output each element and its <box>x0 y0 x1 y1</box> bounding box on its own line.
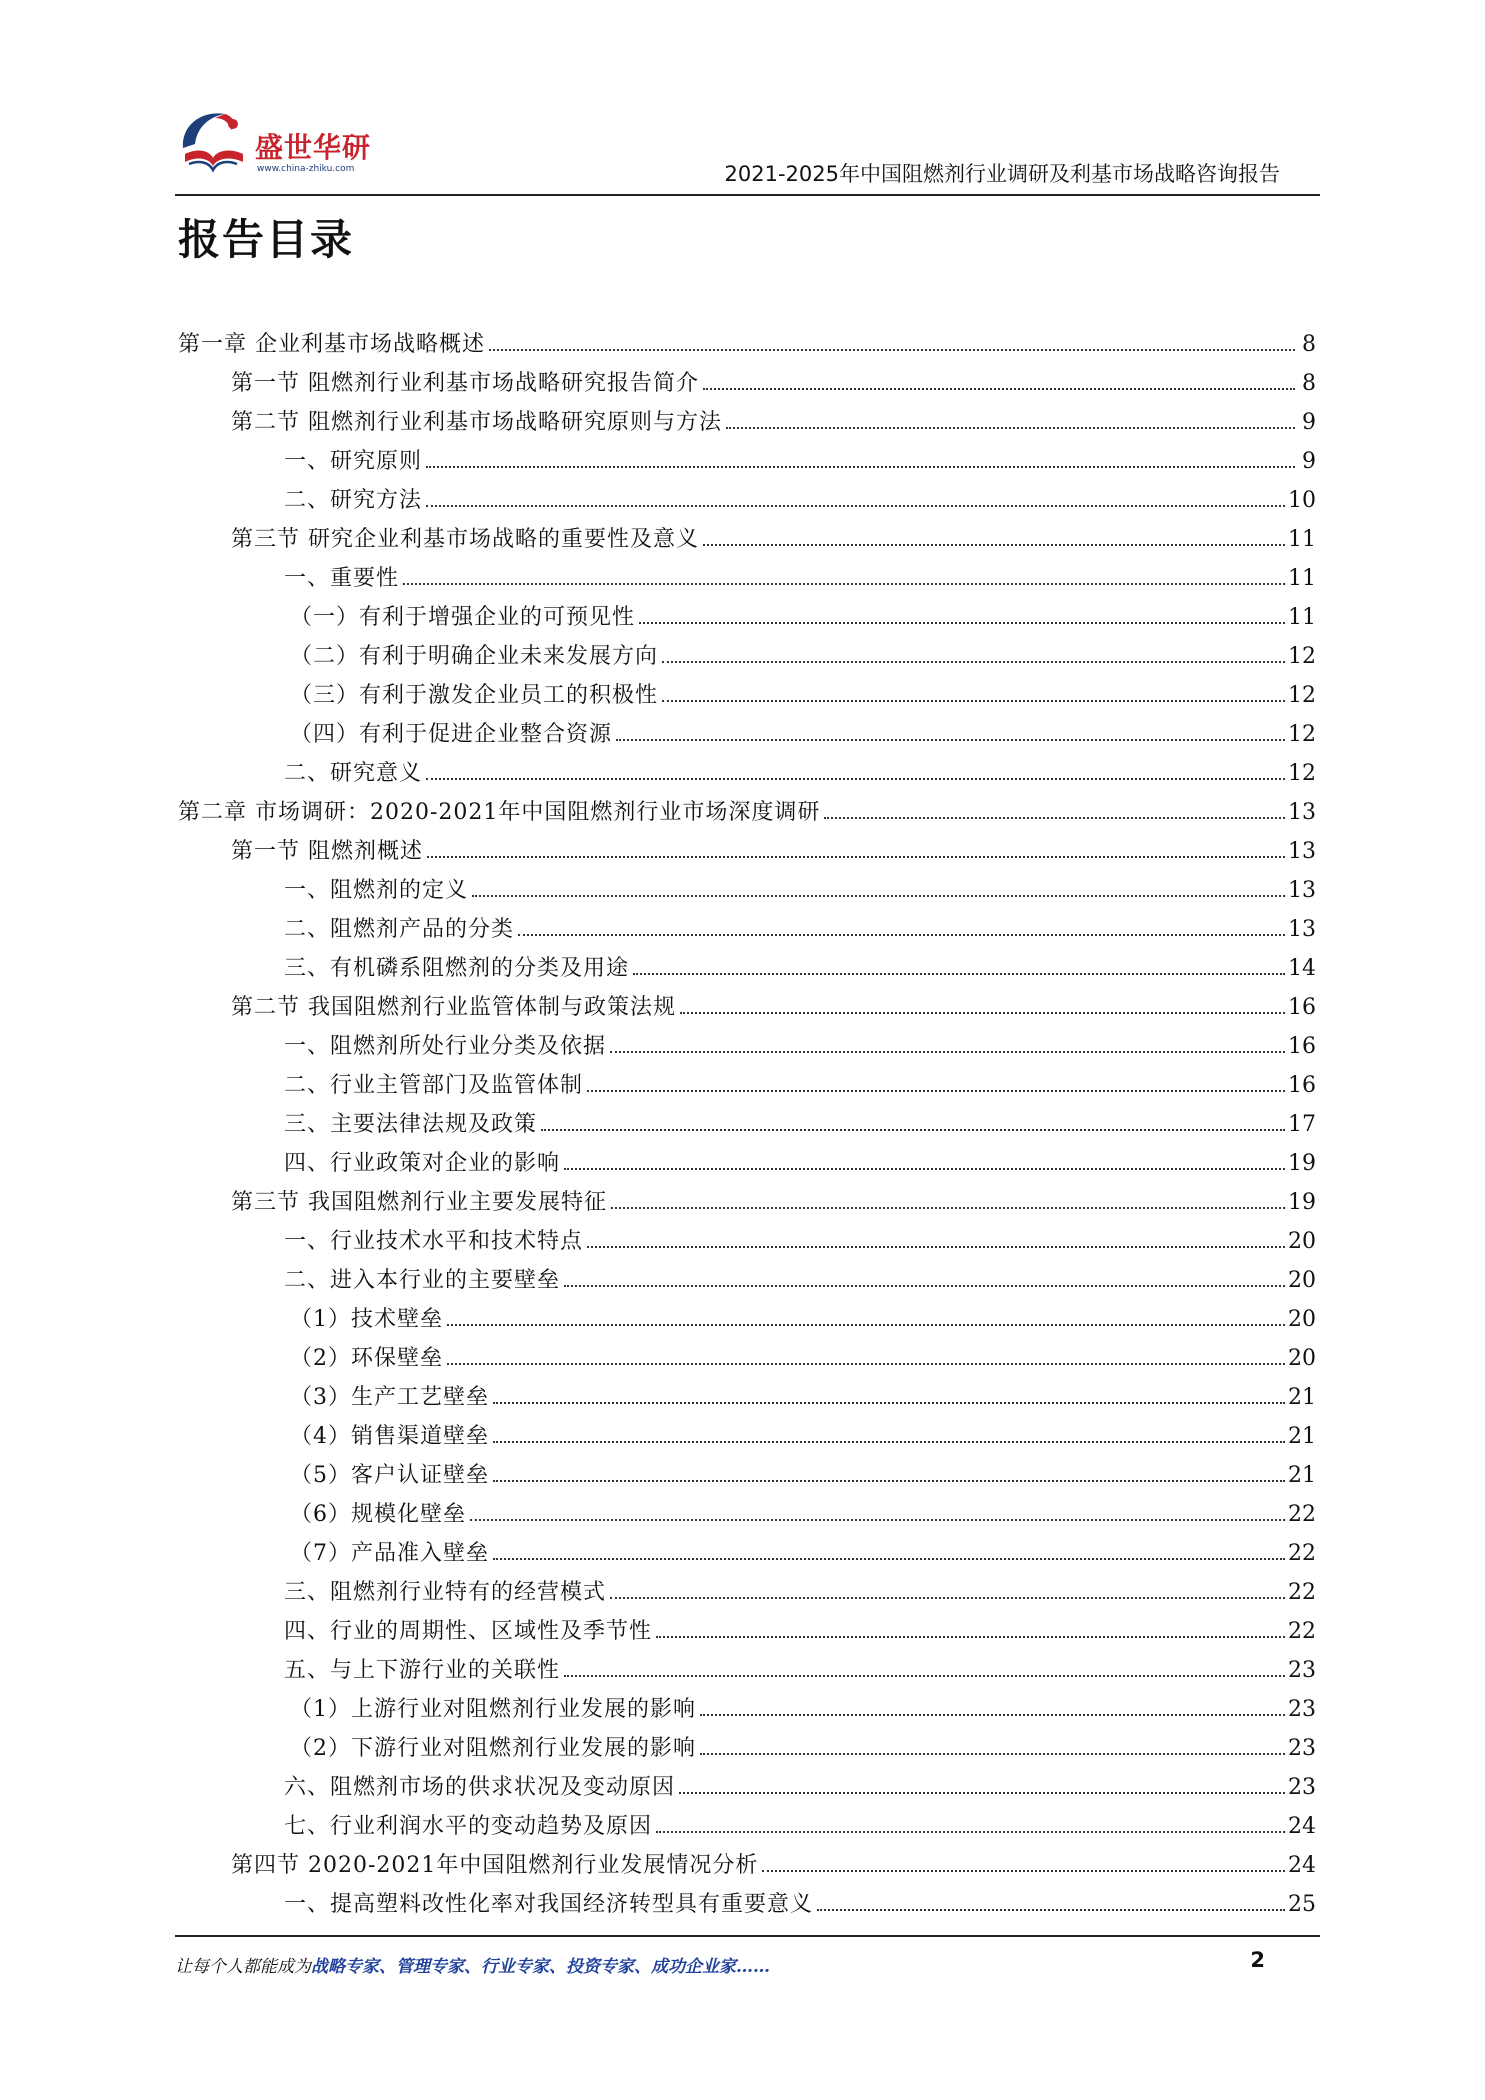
toc-entry-title: 第二节 我国阻燃剂行业监管体制与政策法规 <box>231 995 676 1020</box>
toc-entry-page: 12 <box>1288 722 1316 747</box>
toc-entry-page: 25 <box>1288 1892 1316 1917</box>
toc-entry-page: 22 <box>1288 1502 1316 1527</box>
toc-entry[interactable] <box>178 832 1316 871</box>
toc-entry[interactable] <box>178 676 1316 715</box>
table-of-contents <box>178 325 1316 1924</box>
toc-entry-page: 13 <box>1288 878 1316 903</box>
toc-dot-leader <box>656 1636 1285 1638</box>
toc-dot-leader <box>518 934 1285 936</box>
toc-entry-page: 12 <box>1288 644 1316 669</box>
toc-entry-title: 第二节 阻燃剂行业利基市场战略研究原则与方法 <box>231 410 722 435</box>
toc-entry-page: 17 <box>1288 1112 1316 1137</box>
toc-entry-title: 一、阻燃剂所处行业分类及依据 <box>284 1034 607 1059</box>
toc-entry-title: （4）销售渠道壁垒 <box>290 1424 489 1449</box>
footer-slogan-prefix: 让每个人都能成为 <box>175 1957 311 1977</box>
toc-entry[interactable] <box>178 1534 1316 1573</box>
toc-dot-leader <box>447 1324 1285 1326</box>
toc-entry[interactable] <box>178 754 1316 793</box>
toc-entry-page: 21 <box>1288 1424 1316 1449</box>
toc-entry[interactable] <box>178 1027 1316 1066</box>
toc-dot-leader <box>564 1675 1285 1677</box>
toc-entry-title: （2）环保壁垒 <box>290 1346 443 1371</box>
toc-entry[interactable] <box>178 949 1316 988</box>
toc-entry[interactable] <box>178 598 1316 637</box>
toc-entry[interactable] <box>178 1846 1316 1885</box>
toc-dot-leader <box>679 1792 1285 1794</box>
toc-entry-page: 9 <box>1302 410 1316 435</box>
toc-entry-page: 22 <box>1288 1580 1316 1605</box>
toc-entry[interactable] <box>178 364 1316 403</box>
toc-entry[interactable] <box>178 1885 1316 1924</box>
toc-entry-title: （四）有利于促进企业整合资源 <box>290 722 613 747</box>
toc-entry-page: 16 <box>1288 1073 1316 1098</box>
page-title: 报告目录 <box>178 215 355 264</box>
toc-dot-leader <box>680 1012 1285 1014</box>
toc-dot-leader <box>611 1207 1285 1209</box>
toc-entry-title: 五、与上下游行业的关联性 <box>284 1658 561 1683</box>
toc-dot-leader <box>493 1480 1285 1482</box>
toc-entry[interactable] <box>178 1729 1316 1768</box>
toc-entry[interactable] <box>178 1144 1316 1183</box>
toc-dot-leader <box>662 661 1285 663</box>
toc-entry-page: 11 <box>1288 605 1316 630</box>
toc-entry-title: 第一节 阻燃剂行业利基市场战略研究报告简介 <box>231 371 699 396</box>
toc-dot-leader <box>700 1753 1285 1755</box>
toc-entry-title: （6）规模化壁垒 <box>290 1502 466 1527</box>
toc-entry-page: 20 <box>1288 1268 1316 1293</box>
toc-entry[interactable] <box>178 988 1316 1027</box>
toc-entry-title: 一、行业技术水平和技术特点 <box>284 1229 584 1254</box>
toc-dot-leader <box>817 1909 1285 1911</box>
toc-entry-title: 四、行业政策对企业的影响 <box>284 1151 561 1176</box>
toc-dot-leader <box>426 505 1285 507</box>
toc-entry-title: 六、阻燃剂市场的供求状况及变动原因 <box>284 1775 676 1800</box>
toc-entry-page: 24 <box>1288 1853 1316 1878</box>
toc-entry[interactable] <box>178 1612 1316 1651</box>
toc-entry[interactable] <box>178 1456 1316 1495</box>
toc-entry-page: 14 <box>1288 956 1316 981</box>
toc-entry-title: （3）生产工艺壁垒 <box>290 1385 489 1410</box>
toc-entry-page: 13 <box>1288 800 1316 825</box>
toc-entry[interactable] <box>178 559 1316 598</box>
toc-dot-leader <box>564 1168 1285 1170</box>
toc-entry-title: 二、研究意义 <box>284 761 423 786</box>
toc-entry-title: 第三节 研究企业利基市场战略的重要性及意义 <box>231 527 699 552</box>
toc-entry[interactable] <box>178 637 1316 676</box>
toc-entry-page: 8 <box>1302 371 1316 396</box>
toc-dot-leader <box>426 466 1295 468</box>
toc-dot-leader <box>493 1558 1285 1560</box>
footer-slogan-highlight: 战略专家、管理专家、行业专家、投资专家、成功企业家…… <box>311 1957 770 1977</box>
toc-dot-leader <box>633 973 1285 975</box>
page-number: 2 <box>1250 1948 1265 1972</box>
toc-entry-title: （1）上游行业对阻燃剂行业发展的影响 <box>290 1697 696 1722</box>
toc-dot-leader <box>541 1129 1285 1131</box>
toc-entry[interactable] <box>178 403 1316 442</box>
toc-dot-leader <box>493 1402 1285 1404</box>
toc-entry[interactable] <box>178 1768 1316 1807</box>
toc-entry-title: 三、阻燃剂行业特有的经营模式 <box>284 1580 607 1605</box>
toc-entry-page: 20 <box>1288 1229 1316 1254</box>
toc-entry[interactable] <box>178 325 1316 364</box>
toc-entry-page: 11 <box>1288 527 1316 552</box>
toc-entry[interactable] <box>178 793 1316 832</box>
book-swoosh-logo-icon <box>175 104 251 180</box>
toc-entry-title: 二、进入本行业的主要壁垒 <box>284 1268 561 1293</box>
toc-entry-page: 21 <box>1288 1385 1316 1410</box>
toc-entry-page: 23 <box>1288 1736 1316 1761</box>
toc-entry[interactable] <box>178 1495 1316 1534</box>
toc-dot-leader <box>610 1597 1285 1599</box>
toc-entry[interactable] <box>178 1573 1316 1612</box>
toc-dot-leader <box>824 817 1285 819</box>
toc-dot-leader <box>427 856 1285 858</box>
toc-entry[interactable] <box>178 1651 1316 1690</box>
toc-entry-page: 19 <box>1288 1190 1316 1215</box>
toc-entry[interactable] <box>178 1183 1316 1222</box>
toc-entry-page: 11 <box>1288 566 1316 591</box>
toc-dot-leader <box>726 427 1295 429</box>
toc-entry-page: 23 <box>1288 1658 1316 1683</box>
page-header <box>175 100 1320 195</box>
toc-entry-title: （7）产品准入壁垒 <box>290 1541 489 1566</box>
toc-entry-title: 第一节 阻燃剂概述 <box>231 839 423 864</box>
toc-entry-title: 第三节 我国阻燃剂行业主要发展特征 <box>231 1190 607 1215</box>
toc-entry-title: 四、行业的周期性、区域性及季节性 <box>284 1619 653 1644</box>
toc-entry[interactable] <box>178 1222 1316 1261</box>
toc-entry-page: 23 <box>1288 1697 1316 1722</box>
toc-entry-title: 第四节 2020-2021年中国阻燃剂行业发展情况分析 <box>231 1853 759 1878</box>
toc-dot-leader <box>616 739 1285 741</box>
toc-dot-leader <box>587 1246 1285 1248</box>
toc-dot-leader <box>656 1831 1285 1833</box>
toc-entry-title: （2）下游行业对阻燃剂行业发展的影响 <box>290 1736 696 1761</box>
toc-entry-title: 一、提高塑料改性化率对我国经济转型具有重要意义 <box>284 1892 814 1917</box>
toc-entry-title: 一、研究原则 <box>284 449 423 474</box>
toc-entry[interactable] <box>178 442 1316 481</box>
toc-entry-page: 13 <box>1288 917 1316 942</box>
toc-entry[interactable] <box>178 1417 1316 1456</box>
toc-entry-title: 三、有机磷系阻燃剂的分类及用途 <box>284 956 630 981</box>
toc-entry[interactable] <box>178 1807 1316 1846</box>
toc-entry-title: （5）客户认证壁垒 <box>290 1463 489 1488</box>
toc-entry-page: 20 <box>1288 1307 1316 1332</box>
toc-entry-page: 22 <box>1288 1619 1316 1644</box>
toc-entry[interactable] <box>178 1378 1316 1417</box>
logo-url: www.china-zhiku.com <box>257 164 355 174</box>
toc-dot-leader <box>426 778 1285 780</box>
footer-slogan <box>175 1952 770 1977</box>
toc-entry-page: 16 <box>1288 1034 1316 1059</box>
toc-entry-title: （二）有利于明确企业未来发展方向 <box>290 644 659 669</box>
toc-dot-leader <box>703 544 1285 546</box>
toc-entry-title: （一）有利于增强企业的可预见性 <box>290 605 636 630</box>
toc-dot-leader <box>564 1285 1285 1287</box>
toc-entry-page: 10 <box>1288 488 1316 513</box>
toc-entry-page: 20 <box>1288 1346 1316 1371</box>
toc-dot-leader <box>639 622 1285 624</box>
toc-entry-page: 12 <box>1288 683 1316 708</box>
toc-entry-page: 24 <box>1288 1814 1316 1839</box>
toc-entry-page: 23 <box>1288 1775 1316 1800</box>
toc-entry[interactable] <box>178 715 1316 754</box>
report-title: 2021-2025年中国阻燃剂行业调研及利基市场战略咨询报告 <box>724 162 1280 186</box>
toc-entry[interactable] <box>178 1300 1316 1339</box>
toc-entry[interactable] <box>178 1105 1316 1144</box>
toc-dot-leader <box>703 388 1295 390</box>
toc-entry-title: 一、阻燃剂的定义 <box>284 878 469 903</box>
toc-dot-leader <box>489 349 1295 351</box>
toc-entry-title: 二、行业主管部门及监管体制 <box>284 1073 584 1098</box>
toc-entry-title: 三、主要法律法规及政策 <box>284 1112 538 1137</box>
toc-entry[interactable] <box>178 1690 1316 1729</box>
toc-dot-leader <box>403 583 1285 585</box>
toc-entry-title: 七、行业利润水平的变动趋势及原因 <box>284 1814 653 1839</box>
toc-dot-leader <box>610 1051 1285 1053</box>
toc-dot-leader <box>700 1714 1285 1716</box>
toc-entry[interactable] <box>178 481 1316 520</box>
toc-entry-title: 一、重要性 <box>284 566 400 591</box>
toc-entry[interactable] <box>178 871 1316 910</box>
toc-entry[interactable] <box>178 910 1316 949</box>
toc-dot-leader <box>447 1363 1285 1365</box>
toc-entry-page: 22 <box>1288 1541 1316 1566</box>
footer-divider <box>175 1935 1320 1937</box>
logo-name: 盛世华研 <box>255 131 372 164</box>
toc-dot-leader <box>472 895 1285 897</box>
toc-entry[interactable] <box>178 1339 1316 1378</box>
toc-entry-title: 二、阻燃剂产品的分类 <box>284 917 515 942</box>
toc-entry-page: 16 <box>1288 995 1316 1020</box>
toc-entry-title: 二、研究方法 <box>284 488 423 513</box>
header-divider <box>175 194 1320 196</box>
toc-dot-leader <box>587 1090 1285 1092</box>
toc-dot-leader <box>493 1441 1285 1443</box>
company-logo <box>175 100 395 190</box>
toc-entry[interactable] <box>178 1066 1316 1105</box>
toc-entry-title: 第一章 企业利基市场战略概述 <box>178 332 485 357</box>
toc-entry-page: 19 <box>1288 1151 1316 1176</box>
toc-entry-title: （三）有利于激发企业员工的积极性 <box>290 683 659 708</box>
toc-dot-leader <box>662 700 1285 702</box>
toc-entry-page: 8 <box>1302 332 1316 357</box>
toc-entry-page: 13 <box>1288 839 1316 864</box>
toc-dot-leader <box>470 1519 1285 1521</box>
toc-entry[interactable] <box>178 1261 1316 1300</box>
toc-entry-page: 21 <box>1288 1463 1316 1488</box>
toc-entry-page: 9 <box>1302 449 1316 474</box>
toc-entry-page: 12 <box>1288 761 1316 786</box>
toc-dot-leader <box>762 1870 1285 1872</box>
toc-entry[interactable] <box>178 520 1316 559</box>
toc-entry-title: （1）技术壁垒 <box>290 1307 443 1332</box>
toc-entry-title: 第二章 市场调研：2020-2021年中国阻燃剂行业市场深度调研 <box>178 800 821 825</box>
